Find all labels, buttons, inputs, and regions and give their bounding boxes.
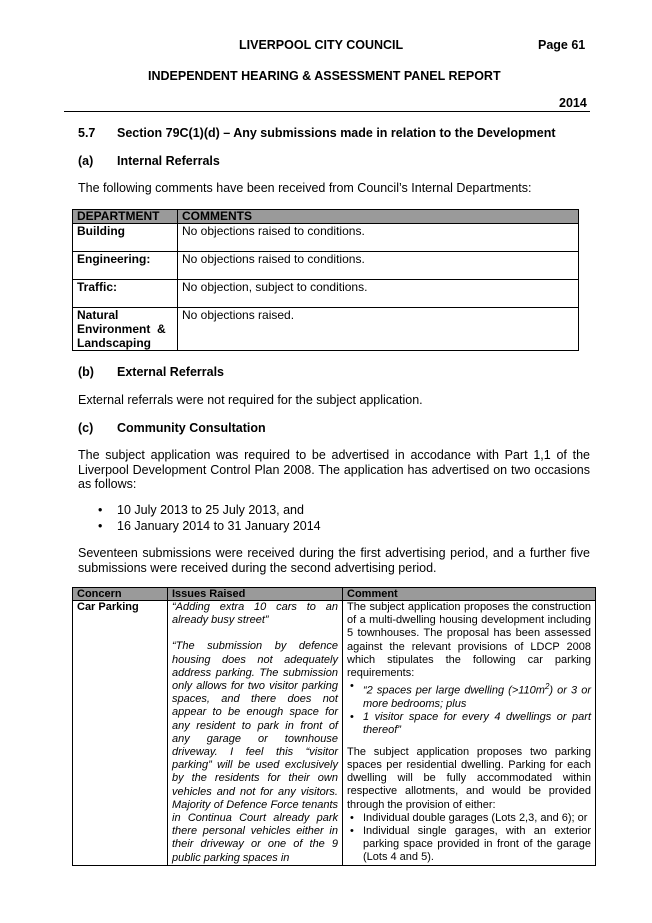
garage-options-list bbox=[347, 812, 591, 865]
superscript: 2 bbox=[544, 682, 550, 692]
community-text: The subject application was required to be advertised in accodance with Part 1,1 of the Liverpool Development Control Plan 2008. The application has advertised on two occasions as follows: bbox=[78, 448, 590, 491]
requirements-list bbox=[347, 680, 591, 737]
list-item: • 16 January 2014 to 31 January 2014 bbox=[78, 519, 321, 535]
report-year: 2014 bbox=[559, 96, 587, 110]
requirement-text: “2 spaces per large dwelling (>110m bbox=[363, 684, 545, 697]
issue-quote: “The submission by defence housing does not adequately address parking. The submission only allows for two visitor parking spaces, and there does not appear to be enough space for any resident to park in front of any garage or townhouse driveway. I feel this “visitor parking” will be used exclusively by the residents for their own vehicles and not for any visitors. Majority of Defence Force tenants in Continua Court already park there personal vehicles either in their driveway or one of the 9 public parking spaces in bbox=[172, 640, 338, 864]
column-header-comments: COMMENTS bbox=[178, 210, 579, 224]
comment-cell: No objections raised to conditions. bbox=[178, 252, 579, 280]
internal-referrals-table bbox=[72, 209, 579, 351]
section-number: 5.7 bbox=[78, 126, 96, 140]
external-text: External referrals were not required for the subject application. bbox=[78, 393, 423, 407]
issues-cell bbox=[168, 601, 343, 866]
external-referrals-heading bbox=[78, 365, 224, 379]
internal-referrals-heading bbox=[78, 154, 220, 168]
table-header-row bbox=[73, 210, 579, 224]
column-header-department: DEPARTMENT bbox=[73, 210, 178, 224]
community-consultation-heading bbox=[78, 421, 266, 435]
department-cell: Building bbox=[73, 224, 178, 252]
comment-cell: No objections raised. bbox=[178, 308, 579, 351]
report-title: INDEPENDENT HEARING & ASSESSMENT PANEL REPORT bbox=[148, 69, 501, 83]
table-header-row bbox=[73, 588, 596, 601]
department-cell bbox=[73, 308, 178, 351]
council-name: LIVERPOOL CITY COUNCIL bbox=[239, 38, 404, 52]
column-header-concern: Concern bbox=[73, 588, 168, 601]
comment-cell: No objection, subject to conditions. bbox=[178, 280, 579, 308]
external-label: (b) bbox=[78, 365, 94, 379]
community-title: Community Consultation bbox=[117, 421, 266, 435]
comment-cell bbox=[343, 601, 596, 866]
external-title: External Referrals bbox=[117, 365, 225, 379]
department-line: Natural bbox=[77, 308, 119, 322]
department-cell: Traffic: bbox=[73, 280, 178, 308]
internal-intro: The following comments have been received from Council’s Internal Departments: bbox=[78, 181, 532, 195]
comment-cell: No objections raised to conditions. bbox=[178, 224, 579, 252]
table-row bbox=[73, 252, 579, 280]
community-label: (c) bbox=[78, 421, 94, 435]
list-item: • Individual single garages, with an exterior parking space provided in front of the garage (Lots 4 and 5). bbox=[347, 825, 591, 865]
table-row bbox=[73, 308, 579, 351]
list-item bbox=[347, 680, 591, 711]
department-line: Environment & bbox=[77, 322, 166, 336]
comment-paragraph: The subject application proposes two parking spaces per residential dwelling. Parking for each dwelling will be fully accommodated within respective allotments, and would be provided through the provision of either: bbox=[347, 745, 591, 811]
advertising-periods-list bbox=[78, 503, 321, 534]
table-row bbox=[73, 280, 579, 308]
requirement-text: ) or 3 or more bedrooms; plus bbox=[363, 684, 591, 711]
header-divider bbox=[64, 111, 590, 112]
list-item: • 10 July 2013 to 25 July 2013, and bbox=[78, 503, 321, 519]
internal-title: Internal Referrals bbox=[117, 154, 220, 168]
list-item: • Individual double garages (Lots 2,3, and 6); or bbox=[347, 812, 591, 825]
column-header-issues: Issues Raised bbox=[168, 588, 343, 601]
page-number: Page 61 bbox=[538, 38, 586, 52]
table-row bbox=[73, 224, 579, 252]
list-item: • 1 visitor space for every 4 dwellings or part thereof” bbox=[347, 711, 591, 737]
comment-paragraph: The subject application proposes the construction of a multi-dwelling housing development including 5 townhouses. The proposal has been assessed against the relevant provisions of LDCP 2008 which stipulates the following car parking requirements: bbox=[347, 601, 591, 680]
table-row bbox=[73, 601, 596, 866]
section-heading bbox=[78, 126, 556, 140]
column-header-comment: Comment bbox=[343, 588, 596, 601]
department-cell: Engineering: bbox=[73, 252, 178, 280]
issue-quote: “Adding extra 10 cars to an already busy street” bbox=[172, 601, 338, 627]
submissions-summary: Seventeen submissions were received during the first advertising period, and a further five submissions were received during the second advertising period. bbox=[78, 546, 590, 575]
internal-label: (a) bbox=[78, 154, 94, 168]
submissions-table bbox=[72, 587, 596, 866]
section-title: Section 79C(1)(d) – Any submissions made in relation to the Development bbox=[117, 126, 556, 140]
concern-cell: Car Parking bbox=[73, 601, 168, 866]
department-line: Landscaping bbox=[77, 336, 152, 350]
